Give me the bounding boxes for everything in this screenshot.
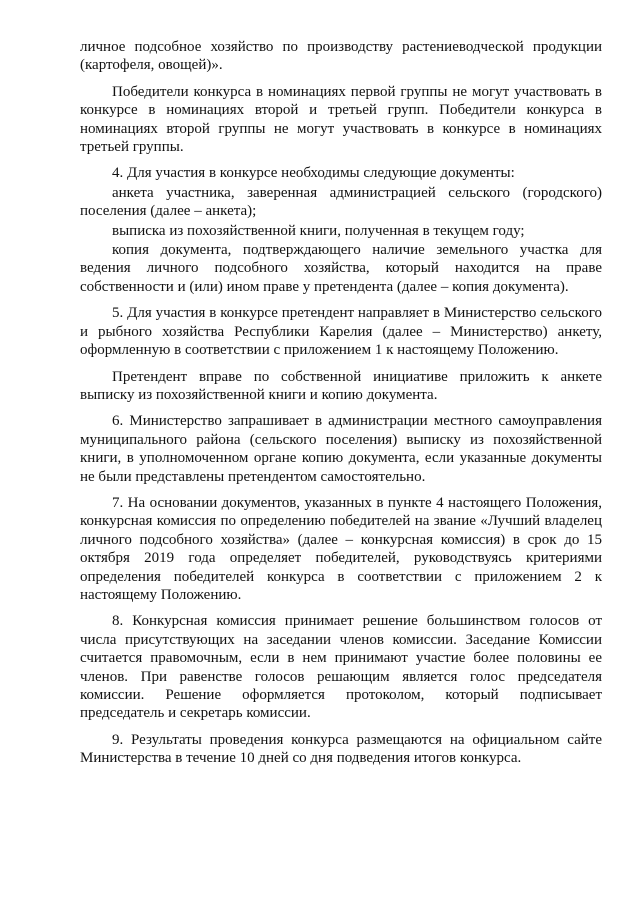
paragraph-item-4: 4. Для участия в конкурсе необходимы следующие документы: (112, 165, 515, 182)
paragraph-item-7: 7. На основании документов, указанных в пункте 4 настоящего Положения, конкурсная комиссия по определению победителей на звание «Лучший владелец личного подсобного хозяйства» (далее – конкурсная комиссия) в срок до 15 октября 2019 года определяет победителей, руководствуясь критериями определения победителей конкурса в соответствии с приложением 2 к настоящему Положению. (80, 494, 602, 603)
paragraph-item-5: 5. Для участия в конкурсе претендент направляет в Министерство сельского и рыбного хозяйства Республики Карелия (далее – Министерство) анкету, оформленную в соответствии с приложением 1 к настоящему Положению. (80, 305, 602, 359)
paragraph-nomination-end: личное подсобное хозяйство по производству растениеводческой продукции (картофеля, овощей)». (80, 39, 602, 74)
paragraph-item-6: 6. Министерство запрашивает в администрации местного самоуправления муниципального района (сельского поселения) выписку из похозяйственной книги, в уполномоченном органе копию документа, если указанные документы не были представлены претендентом самостоятельно. (80, 413, 602, 485)
paragraph-winners-restriction: Победители конкурса в номинациях первой группы не могут участвовать в конкурсе в номинациях второй и третьей групп. Победители конкурса в номинациях второй группы не могут участвовать в конкурсе в номинациях третьей группы. (80, 83, 602, 156)
list-item-application-form: анкета участника, заверенная администрацией сельского (городского) поселения (далее – анкета); (80, 184, 602, 220)
paragraph-item-8: 8. Конкурсная комиссия принимает решение большинством голосов от числа присутствующих на заседании членов комиссии. Заседание Комиссии считается правомочным, если в нем принимают участие более половины ее членов. При равенстве голосов решающим является голос председателя комиссии. Решение оформляется протоколом, который подписывает председатель и секретарь комиссии. (80, 613, 602, 722)
paragraph-applicant-right: Претендент вправе по собственной инициативе приложить к анкете выписку из похозяйственной книги и копию документа. (80, 368, 602, 403)
document-body (80, 38, 602, 776)
list-item-household-book-extract: выписка из похозяйственной книги, полученная в текущем году; (112, 222, 525, 239)
paragraph-item-9: 9. Результаты проведения конкурса размещаются на официальном сайте Министерства в течение 10 дней со дня подведения итогов конкурса. (80, 731, 602, 767)
list-item-land-document-copy: копия документа, подтверждающего наличие земельного участка для ведения личного подсобного хозяйства, который находится на праве собственности и (или) ином праве у претендента (далее – копия документа). (80, 242, 602, 295)
